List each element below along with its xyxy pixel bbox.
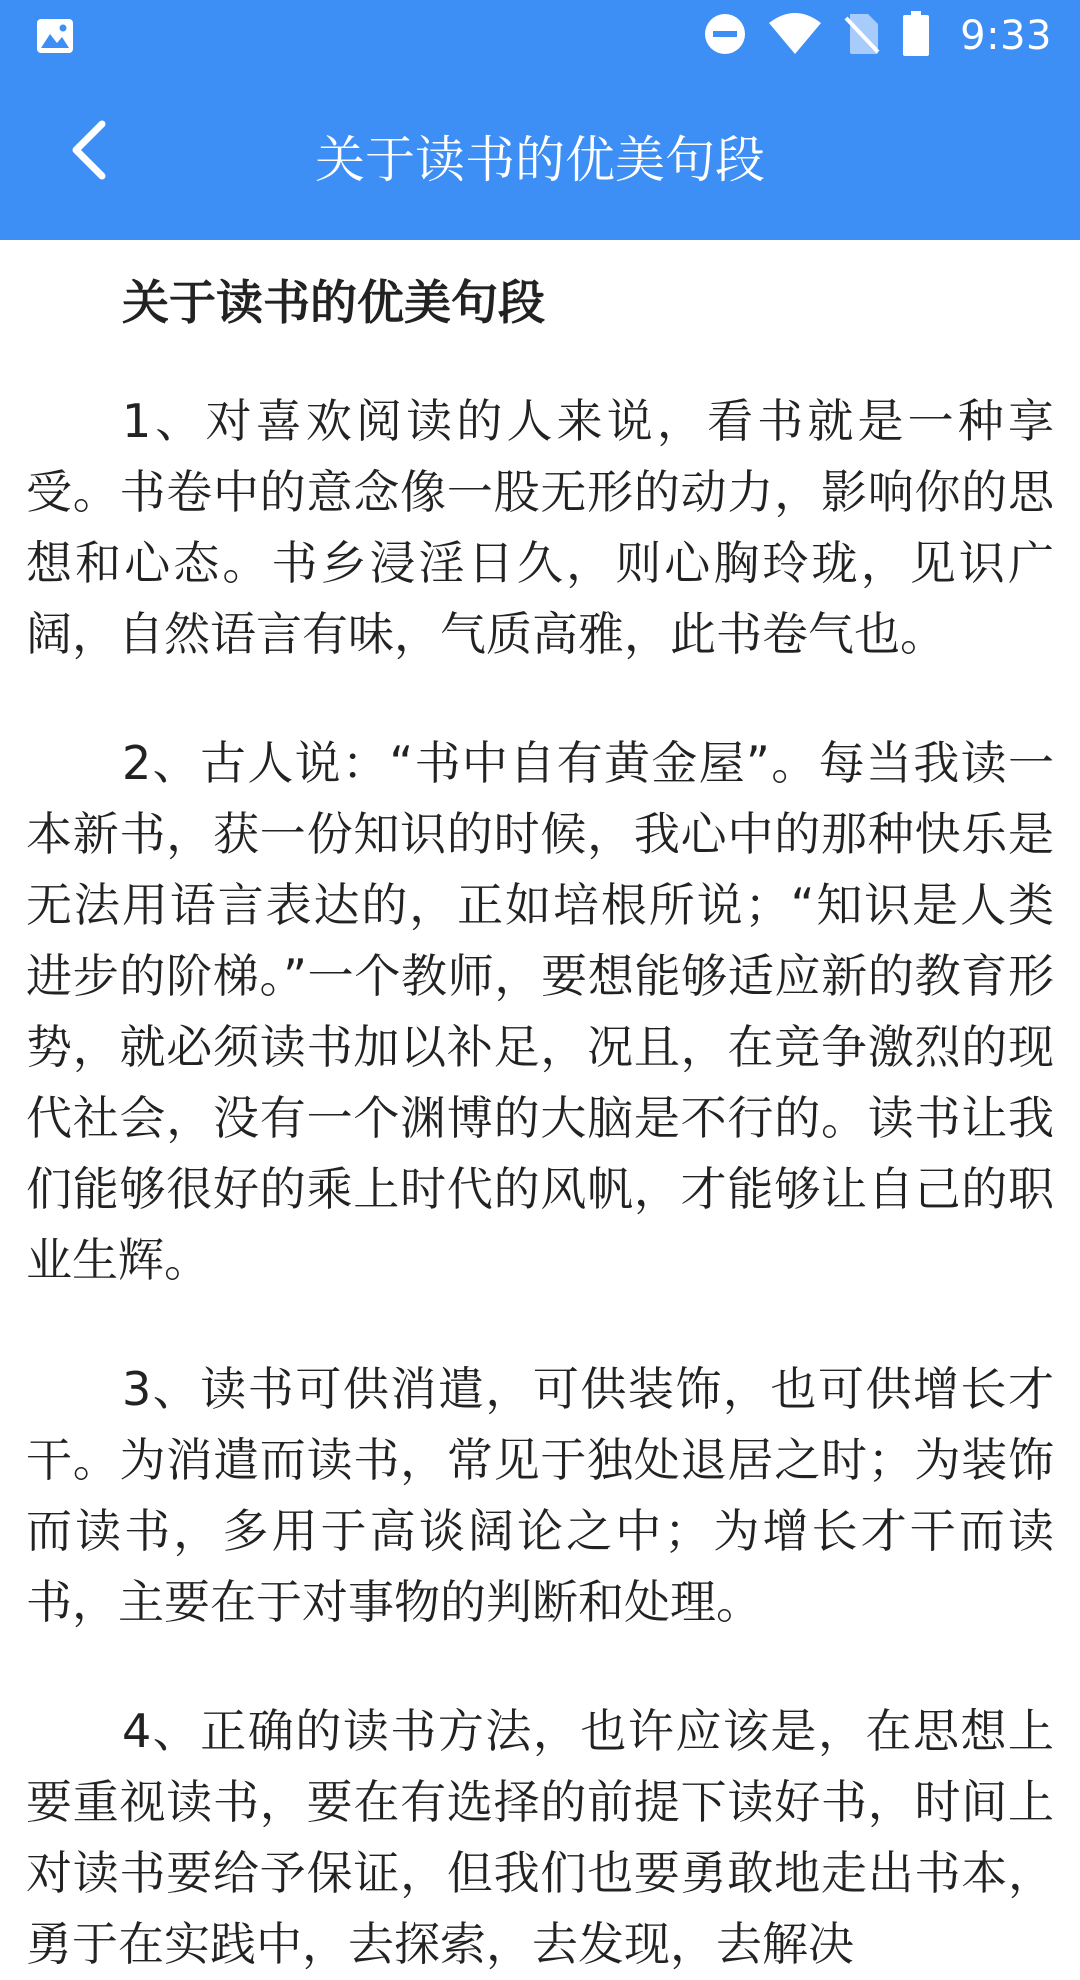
article-paragraph-1: 1、对喜欢阅读的人来说，看书就是一种享受。书卷中的意念像一股无形的动力，影响你的思想和心态。书乡浸淫日久，则心胸玲珑，见识广阔，自然语言有味，气质高雅，此书卷气也。 — [26, 394, 1054, 661]
clock: 9:33 — [960, 13, 1052, 59]
article-content[interactable] — [0, 240, 1080, 1971]
status-bar — [0, 0, 1080, 72]
page-title: 关于读书的优美句段 — [315, 131, 765, 189]
do-not-disturb-icon — [704, 13, 746, 59]
article-paragraph-4: 4、正确的读书方法，也许应该是，在思想上要重视读书，要在有选择的前提下读好书，时间上对读书要给予保证，但我们也要勇敢地走出书本，勇于在实践中，去探索，去发现，去解决 — [26, 1704, 1054, 1971]
app-bar — [0, 72, 1080, 240]
back-button[interactable] — [48, 112, 128, 192]
article-paragraph-3: 3、读书可供消遣，可供装饰，也可供增长才干。为消遣而读书，常见于独处退居之时；为装饰而读书，多用于高谈阔论之中；为增长才干而读书，主要在于对事物的判断和处理。 — [26, 1362, 1054, 1629]
no-sim-icon — [844, 12, 880, 60]
chevron-left-icon — [66, 118, 110, 186]
battery-icon — [902, 11, 930, 61]
article-paragraph-2: 2、古人说：“书中自有黄金屋”。每当我读一本新书，获一份知识的时候，我心中的那种快乐是无法用语言表达的，正如培根所说；“知识是人类进步的阶梯。”一个教师，要想能够适应新的教育形势，就必须读书加以补足，况且，在竞争激烈的现代社会，没有一个渊博的大脑是不行的。读书让我们能够很好的乘上时代的风帆，才能够让自己的职业生辉。 — [26, 736, 1054, 1287]
image-icon — [36, 18, 74, 54]
article-title: 关于读书的优美句段 — [122, 276, 545, 331]
wifi-icon — [768, 13, 822, 59]
